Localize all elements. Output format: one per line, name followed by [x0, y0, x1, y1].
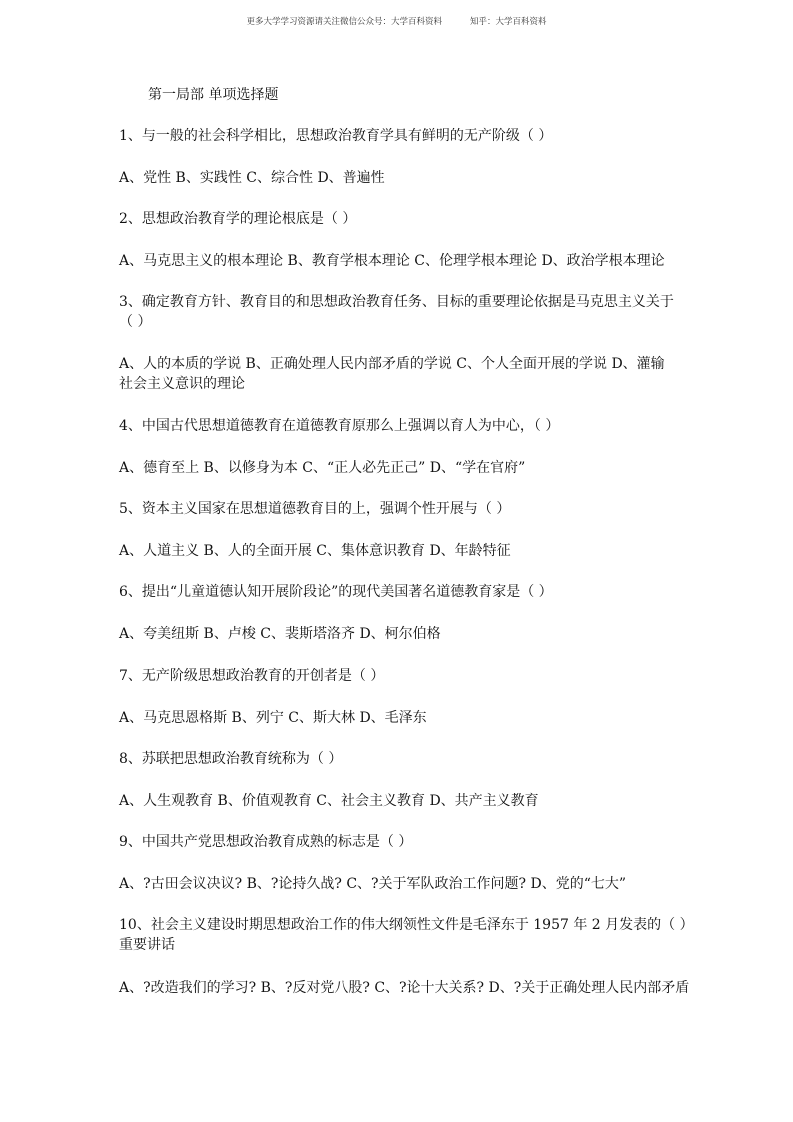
text-line: A、马克思恩格斯 B、列宁 C、斯大林 D、毛泽东 [119, 710, 427, 726]
text-line: A、?改造我们的学习? B、?反对党八股? C、?论十大关系? D、?关于正确处理人民内部矛盾 [119, 980, 690, 996]
section-title: 第一局部 单项选择题 [148, 87, 279, 103]
text-line: 10、社会主义建设时期思想政治工作的伟大纲领性文件是毛泽东于 1957 年 2 月发表的（ ） [119, 917, 694, 933]
question-text [119, 582, 679, 602]
question-text [119, 915, 694, 955]
answer-options [119, 978, 690, 998]
text-line: 社会主义意识的理论 [119, 376, 245, 392]
question-text [119, 416, 679, 436]
text-line: A、人的本质的学说 B、正确处理人民内部矛盾的学说 C、个人全面开展的学说 D、灌输 [119, 356, 665, 372]
answer-options [119, 874, 679, 894]
text-line: （ ） [119, 314, 152, 330]
text-line: 重要讲话 [119, 937, 175, 953]
answer-options [119, 708, 679, 728]
answer-options [119, 251, 679, 271]
header-wechat-note: 更多大学学习资源请关注微信公众号：大学百科资料 [246, 17, 442, 27]
page-header [0, 15, 793, 27]
question-text [119, 666, 679, 686]
answer-options [119, 541, 679, 561]
text-line: 2、思想政治教育学的理论根底是（ ） [119, 211, 357, 227]
text-line: A、人道主义 B、人的全面开展 C、集体意识教育 D、年龄特征 [119, 543, 511, 559]
answer-options [119, 624, 679, 644]
question-text [119, 749, 679, 769]
text-line: 4、中国古代思想道德教育在道德教育原那么上强调以育人为中心，（ ） [119, 418, 560, 434]
text-line: 1、与一般的社会科学相比，思想政治教育学具有鲜明的无产阶级（ ） [119, 128, 553, 144]
text-line: A、德育至上 B、以修身为本 C、“正人必先正己” D、“学在官府” [119, 460, 526, 476]
text-line: 6、提出“儿童道德认知开展阶段论”的现代美国著名道德教育家是（ ） [119, 584, 553, 600]
text-line: A、马克思主义的根本理论 B、教育学根本理论 C、伦理学根本理论 D、政治学根本理论 [119, 253, 665, 269]
question-text [119, 126, 679, 146]
text-line: A、人生观教育 B、价值观教育 C、社会主义教育 D、共产主义教育 [119, 793, 539, 809]
question-text [119, 832, 679, 852]
answer-options [119, 168, 679, 188]
text-line: A、夸美纽斯 B、卢梭 C、裴斯塔洛齐 D、柯尔伯格 [119, 626, 441, 642]
text-line: 3、确定教育方针、教育目的和思想政治教育任务、目标的重要理论依据是马克思主义关于 [119, 294, 674, 310]
text-line: 7、无产阶级思想政治教育的开创者是（ ） [119, 668, 385, 684]
answer-options [119, 791, 679, 811]
text-line: A、党性 B、实践性 C、综合性 D、普遍性 [119, 170, 385, 186]
question-text [119, 292, 679, 332]
question-text [119, 209, 679, 229]
answer-options [119, 354, 679, 394]
text-line: 9、中国共产党思想政治教育成熟的标志是（ ） [119, 834, 413, 850]
header-zhihu-note: 知乎：大学百科资料 [470, 17, 547, 27]
text-line: 5、资本主义国家在思想道德教育目的上，强调个性开展与（ ） [119, 501, 511, 517]
question-text [119, 499, 679, 519]
answer-options [119, 458, 679, 478]
text-line: A、?古田会议决议? B、?论持久战? C、?关于军队政治工作问题? D、党的“七大” [119, 876, 627, 892]
text-line: 8、苏联把思想政治教育统称为（ ） [119, 751, 343, 767]
